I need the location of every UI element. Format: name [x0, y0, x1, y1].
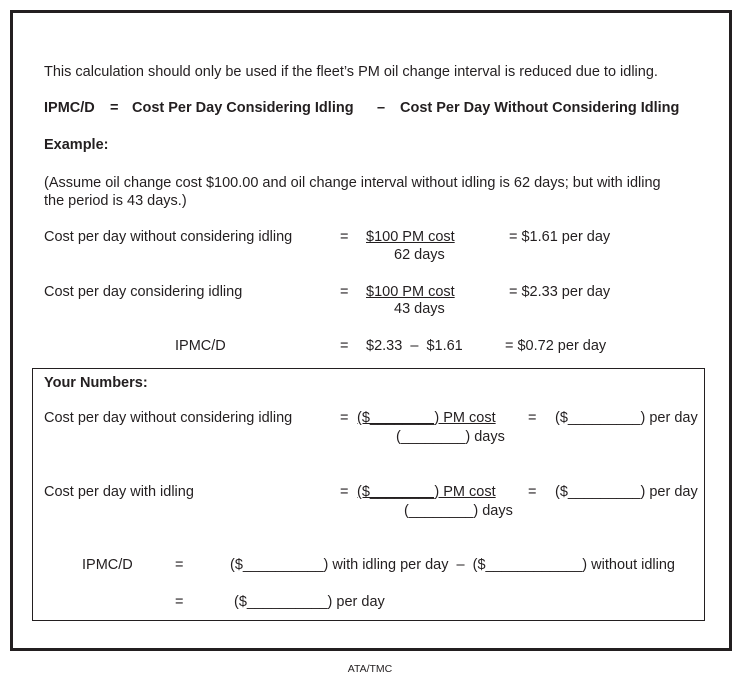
- your-ipmcd-result: ($__________) per day: [234, 594, 385, 610]
- example-row1-denominator: 62 days: [394, 247, 445, 263]
- example-row1-result: = $1.61 per day: [509, 229, 611, 245]
- your-row2-label: Cost per day with idling: [44, 484, 194, 500]
- example-assumption-line-1: (Assume oil change cost $100.00 and oil change interval without idling is 62 days; but with idling: [44, 175, 661, 191]
- example-row2-denominator: 43 days: [394, 301, 445, 317]
- example-row2-equals: =: [340, 284, 349, 300]
- formula-term-without-idling: Cost Per Day Without Considering Idling: [400, 100, 680, 116]
- your-row1-label: Cost per day without considering idling: [44, 410, 293, 426]
- your-ipmcd-equals-2: =: [175, 594, 184, 610]
- example-row2-label: Cost per day considering idling: [44, 284, 243, 300]
- formula-lhs: IPMC/D: [44, 100, 95, 116]
- example-row3-equals: =: [340, 338, 349, 354]
- example-row1-equals: =: [340, 229, 349, 245]
- example-row1-label: Cost per day without considering idling: [44, 229, 293, 245]
- example-row2-numerator: $100 PM cost: [366, 284, 455, 300]
- your-row2-equals-2: =: [528, 484, 537, 500]
- example-row3-expression: $2.33 – $1.61: [366, 338, 463, 354]
- example-row3-result: = $0.72 per day: [505, 338, 607, 354]
- formula-minus: –: [377, 100, 386, 116]
- intro-text: This calculation should only be used if the fleet’s PM oil change interval is reduced due to idling.: [44, 64, 658, 80]
- your-row1-result: ($_________) per day: [555, 410, 698, 426]
- source-caption: ATA/TMC: [347, 663, 393, 675]
- your-row1-denominator: (________) days: [396, 429, 505, 445]
- your-row2-denominator: (________) days: [404, 503, 513, 519]
- your-row2-result: ($_________) per day: [555, 484, 698, 500]
- your-ipmcd-label: IPMC/D: [82, 557, 133, 573]
- your-row2-equals: =: [340, 484, 349, 500]
- example-row2-result: = $2.33 per day: [509, 284, 611, 300]
- your-numbers-heading: Your Numbers:: [44, 375, 148, 391]
- formula-equals: =: [110, 100, 119, 116]
- your-row1-equals-2: =: [528, 410, 537, 426]
- your-ipmcd-equals: =: [175, 557, 184, 573]
- example-row1-numerator: $100 PM cost: [366, 229, 455, 245]
- your-ipmcd-expression: ($__________) with idling per day – ($____________) without idling: [230, 557, 675, 573]
- example-assumption-line-2: the period is 43 days.): [44, 193, 187, 209]
- your-row1-equals: =: [340, 410, 349, 426]
- your-row2-numerator: ($________) PM cost: [357, 484, 496, 500]
- your-row1-numerator: ($________) PM cost: [357, 410, 496, 426]
- formula-term-idling: Cost Per Day Considering Idling: [132, 100, 354, 116]
- example-row3-label: IPMC/D: [175, 338, 226, 354]
- example-heading: Example:: [44, 137, 109, 153]
